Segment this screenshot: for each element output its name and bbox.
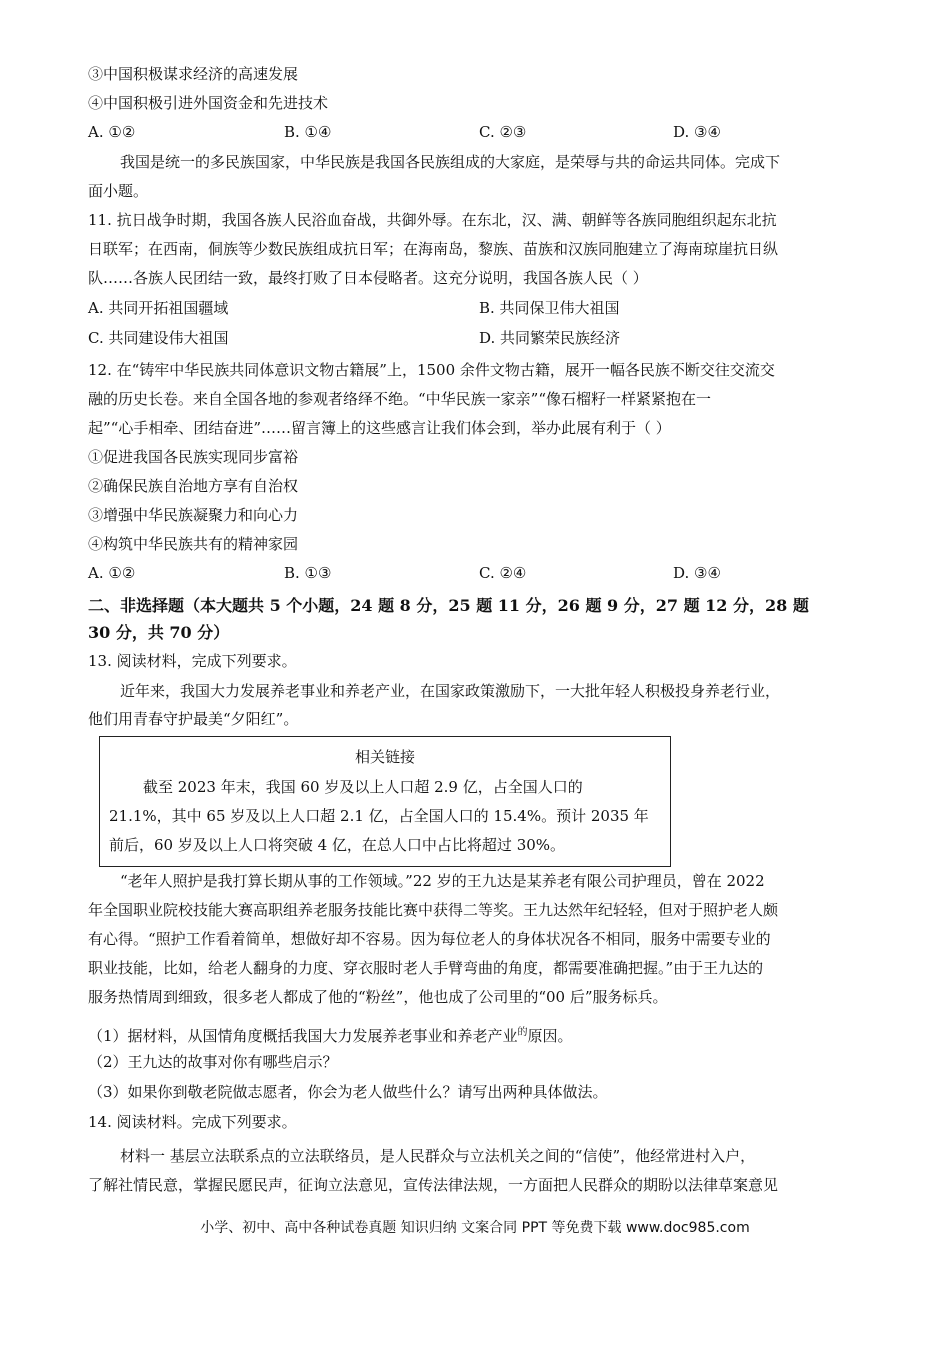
q13-material: 年全国职业院校技能大赛高职组养老服务技能比赛中获得二等奖。王九达然年纪轻轻，但对于照护老人颇 (88, 901, 779, 919)
q13-requirement-2: （2）王九达的故事对你有哪些启示？ (88, 1053, 338, 1071)
q14-heading: 14. 阅读材料。完成下列要求。 (88, 1113, 297, 1131)
requirement-text: （1）据材料，从国情角度概括我国大力发展养老事业和养老产业 (88, 1027, 518, 1045)
intro-line: 我国是统一的多民族国家，中华民族是我国各民族组成的大家庭，是荣辱与共的命运共同体。完成下 (120, 153, 781, 171)
q12-stem: 起”“心手相牵、团结奋进”……留言簿上的这些感言让我们体会到，举办此展有利于（ ） (88, 419, 671, 437)
box-title: 相关链接 (354, 748, 415, 766)
q11-option-d: D. 共同繁荣民族经济 (479, 329, 621, 347)
q11-stem: 日联军；在西南，侗族等少数民族组成抗日军；在海南岛，黎族、苗族和汉族同胞建立了海南琼崖抗日纵 (88, 240, 779, 258)
q12-stem: 融的历史长卷。来自全国各地的参观者络绎不绝。“中华民族一家亲”“像石榴籽一样紧紧抱在一 (88, 390, 712, 408)
q13-material: “老年人照护是我打算长期从事的工作领域。”22 岁的王九达是某养老有限公司护理员，曾在 2022 (120, 872, 765, 890)
option-statement-3: ③中国积极谋求经济的高速发展 (88, 65, 299, 83)
answer-d: D. ③④ (673, 123, 721, 141)
answer-a: A. ①② (88, 123, 136, 141)
page-footer: 小学、初中、高中各种试卷真题 知识归纳 文案合同 PPT 等免费下载 www.doc985.com (200, 1220, 750, 1236)
requirement-text: 的 (517, 1027, 528, 1038)
q11-stem: 11. 抗日战争时期，我国各族人民浴血奋战，共御外辱。在东北，汉、满、朝鲜等各族同胞组织起东北抗 (88, 211, 777, 229)
q13-paragraph: 近年来，我国大力发展养老事业和养老产业，在国家政策激励下，一大批年轻人积极投身养老行业， (120, 682, 781, 700)
q12-answer-a: A. ①② (88, 564, 136, 582)
q13-paragraph: 他们用青春守护最美“夕阳红”。 (88, 710, 299, 728)
q13-material: 职业技能，比如，给老人翻身的力度、穿衣服时老人手臂弯曲的角度，都需要准确把握。”由于王九达的 (88, 959, 764, 977)
q11-stem: 队……各族人民团结一致，最终打败了日本侵略者。这充分说明，我国各族人民（ ） (88, 269, 648, 287)
q13-material: 服务热情周到细致，很多老人都成了他的“粉丝”，他也成了公司里的“00 后”服务标兵。 (88, 988, 668, 1006)
q13-material: 有心得。“照护工作看着简单，想做好却不容易。因为每位老人的身体状况各不相同，服务中需要专业的 (88, 930, 771, 948)
box-text: 前后，60 岁及以上人口将突破 4 亿，在总人口中占比将超过 30%。 (109, 836, 566, 854)
q12-answer-b: B. ①③ (284, 564, 332, 582)
q12-statement-3: ③增强中华民族凝聚力和向心力 (88, 506, 299, 524)
requirement-text: 原因。 (527, 1027, 573, 1045)
box-text: 21.1%，其中 65 岁及以上人口超 2.1 亿，占全国人口的 15.4%。预计 2035 年 (109, 807, 649, 825)
q11-option-b: B. 共同保卫伟大祖国 (479, 299, 620, 317)
q13-requirement-1 (88, 1023, 573, 1046)
q14-material: 了解社情民意，掌握民愿民声，征询立法意见，宣传法律法规，一方面把人民群众的期盼以法律草案意见 (88, 1176, 779, 1194)
section-heading: 30 分，共 70 分） (88, 623, 230, 642)
q12-statement-1: ①促进我国各民族实现同步富裕 (88, 448, 299, 466)
answer-c: C. ②③ (479, 123, 527, 141)
q14-material: 材料一 基层立法联系点的立法联络员，是人民群众与立法机关之间的“信使”，他经常进村入户， (120, 1147, 756, 1165)
section-heading: 二、非选择题（本大题共 5 个小题，24 题 8 分，25 题 11 分，26 题 9 分，27 题 12 分，28 题 (88, 596, 809, 615)
q12-answer-d: D. ③④ (673, 564, 721, 582)
related-link-box (99, 736, 671, 867)
q13-heading: 13. 阅读材料，完成下列要求。 (88, 652, 297, 670)
answer-b: B. ①④ (284, 123, 332, 141)
q12-stem: 12. 在“铸牢中华民族共同体意识文物古籍展”上，1500 余件文物古籍，展开一幅各民族不断交往交流交 (88, 361, 775, 379)
option-statement-4: ④中国积极引进外国资金和先进技术 (88, 94, 329, 112)
q13-requirement-3: （3）如果你到敬老院做志愿者，你会为老人做些什么？请写出两种具体做法。 (88, 1083, 608, 1101)
q11-option-c: C. 共同建设伟大祖国 (88, 329, 229, 347)
q12-statement-4: ④构筑中华民族共有的精神家园 (88, 535, 299, 553)
intro-line: 面小题。 (88, 182, 149, 200)
q11-option-a: A. 共同开拓祖国疆域 (88, 299, 229, 317)
q12-answer-c: C. ②④ (479, 564, 527, 582)
q12-statement-2: ②确保民族自治地方享有自治权 (88, 477, 299, 495)
box-text: 截至 2023 年末，我国 60 岁及以上人口超 2.9 亿，占全国人口的 (143, 778, 583, 796)
